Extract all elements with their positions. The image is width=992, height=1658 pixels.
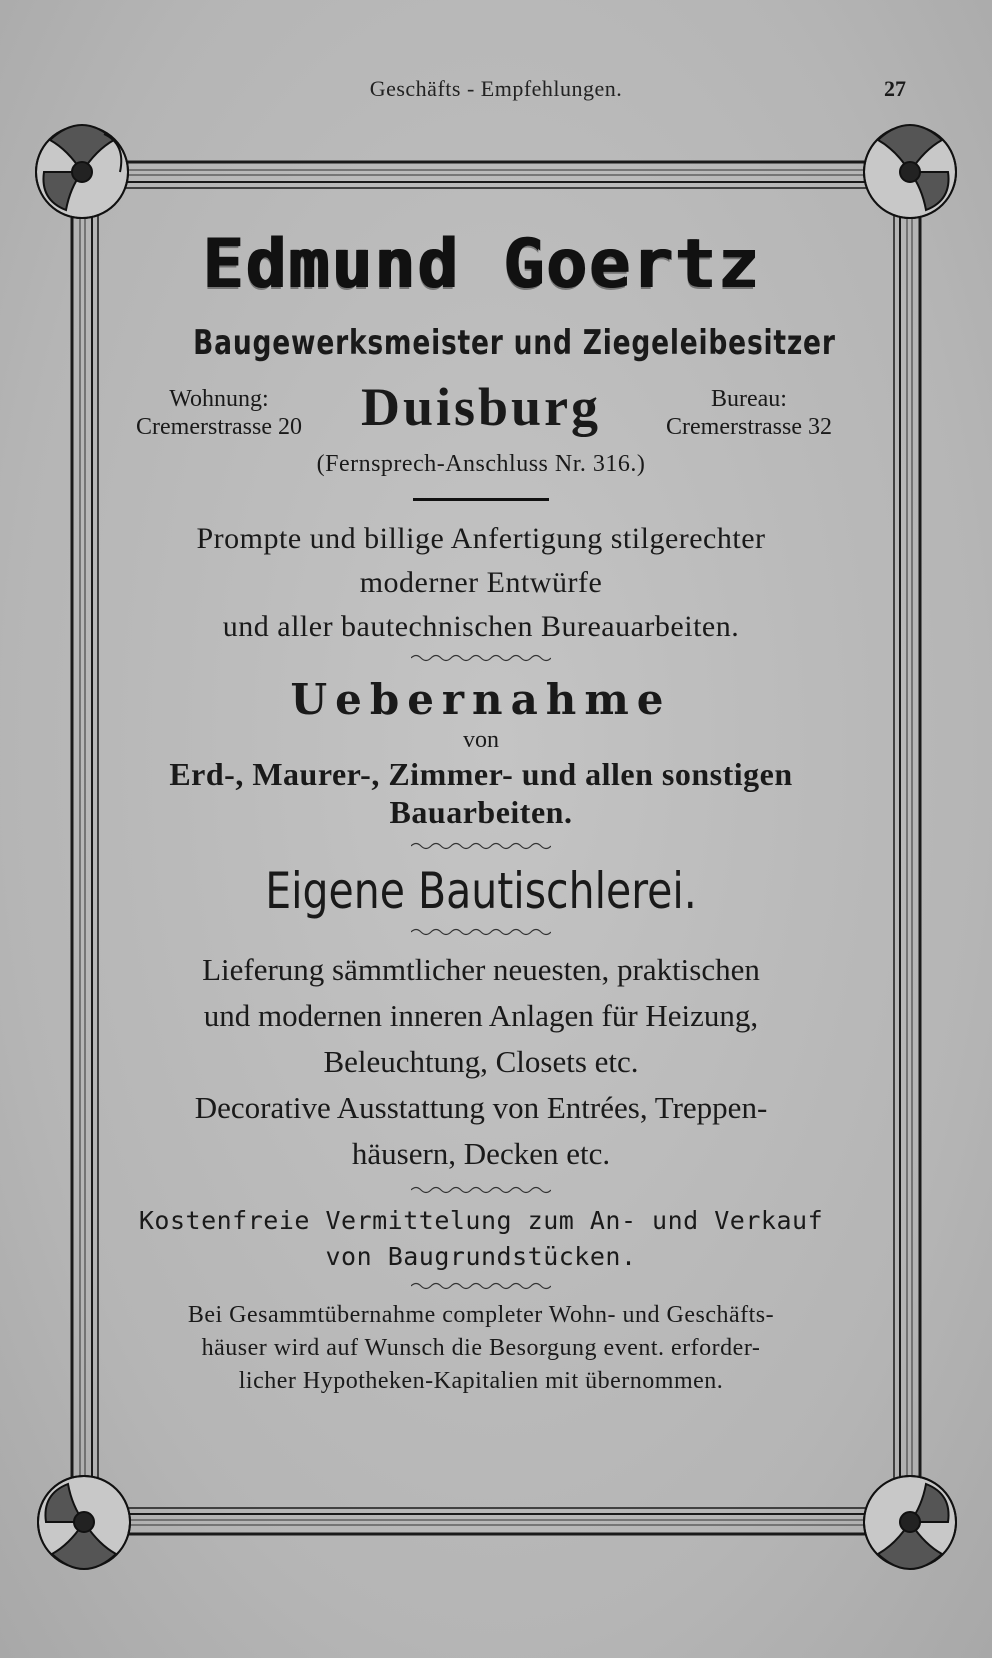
wavy-divider — [411, 1185, 551, 1195]
joinery-heading: Eigene Bautischlerei. — [265, 862, 697, 920]
supply-paragraph — [112, 947, 850, 1085]
wavy-divider — [411, 653, 551, 663]
takeover-heading: Uebernahme — [290, 675, 672, 724]
firm-title: Baugewerksmeister und Ziegeleibesitzer — [193, 323, 836, 363]
running-head: Geschäfts - Empfehlungen. — [369, 76, 623, 101]
design-line: Prompte und billige Anfertigung stilgerechter — [196, 522, 766, 555]
decor-paragraph — [112, 1085, 850, 1177]
page-number: 27 — [884, 76, 906, 101]
design-line: moderner Entwürfe — [359, 566, 603, 599]
office-address-block — [634, 385, 864, 441]
office-label: Bureau: — [711, 386, 787, 412]
office-address: Cremerstrasse 32 — [666, 414, 832, 440]
wavy-divider — [411, 927, 551, 937]
brokerage-line: Kostenfreie Vermittelung zum An- und Verkauf — [138, 1206, 824, 1235]
design-line: und aller bautechnischen Bureauarbeiten. — [222, 610, 740, 643]
corner-ornament-top-left — [36, 125, 128, 218]
advertisement — [112, 225, 850, 1398]
wavy-divider — [411, 841, 551, 851]
note-line: licher Hypotheken-Kapitalien mit übernommen. — [238, 1368, 724, 1394]
takeover-line: Erd-, Maurer-, Zimmer- und allen sonstigen — [169, 756, 793, 792]
phone-line: (Fernsprech-Anschluss Nr. 316.) — [316, 451, 646, 477]
design-services — [112, 517, 850, 649]
address-row — [112, 373, 850, 443]
note-line: häuser wird auf Wunsch die Besorgung event. erforder- — [201, 1335, 761, 1361]
supply-line: Beleuchtung, Closets etc. — [323, 1044, 639, 1079]
decor-line: häusern, Decken etc. — [351, 1136, 611, 1171]
home-address: Cremerstrasse 20 — [136, 414, 302, 440]
takeover-von: von — [463, 727, 499, 753]
wavy-divider — [411, 1281, 551, 1291]
city-name: Duisburg — [360, 377, 602, 437]
takeover-line: Bauarbeiten. — [389, 794, 573, 830]
note-paragraph — [112, 1299, 850, 1398]
supply-line: und modernen inneren Anlagen für Heizung, — [203, 998, 759, 1033]
note-line: Bei Gesammtübernahme completer Wohn- und Geschäfts- — [187, 1302, 775, 1328]
brokerage-paragraph — [112, 1203, 850, 1275]
corner-ornament-bottom-left — [38, 1476, 130, 1569]
divider-rule — [413, 498, 549, 501]
brokerage-line: von Baugrundstücken. — [325, 1242, 637, 1271]
decor-line: Decorative Ausstattung von Entrées, Treppen- — [194, 1090, 768, 1125]
firm-name: Edmund Goertz — [201, 225, 761, 304]
supply-line: Lieferung sämmtlicher neuesten, praktischen — [202, 952, 760, 987]
corner-ornament-top-right — [864, 125, 956, 218]
home-label: Wohnung: — [169, 386, 269, 412]
corner-ornament-bottom-right — [864, 1476, 956, 1569]
